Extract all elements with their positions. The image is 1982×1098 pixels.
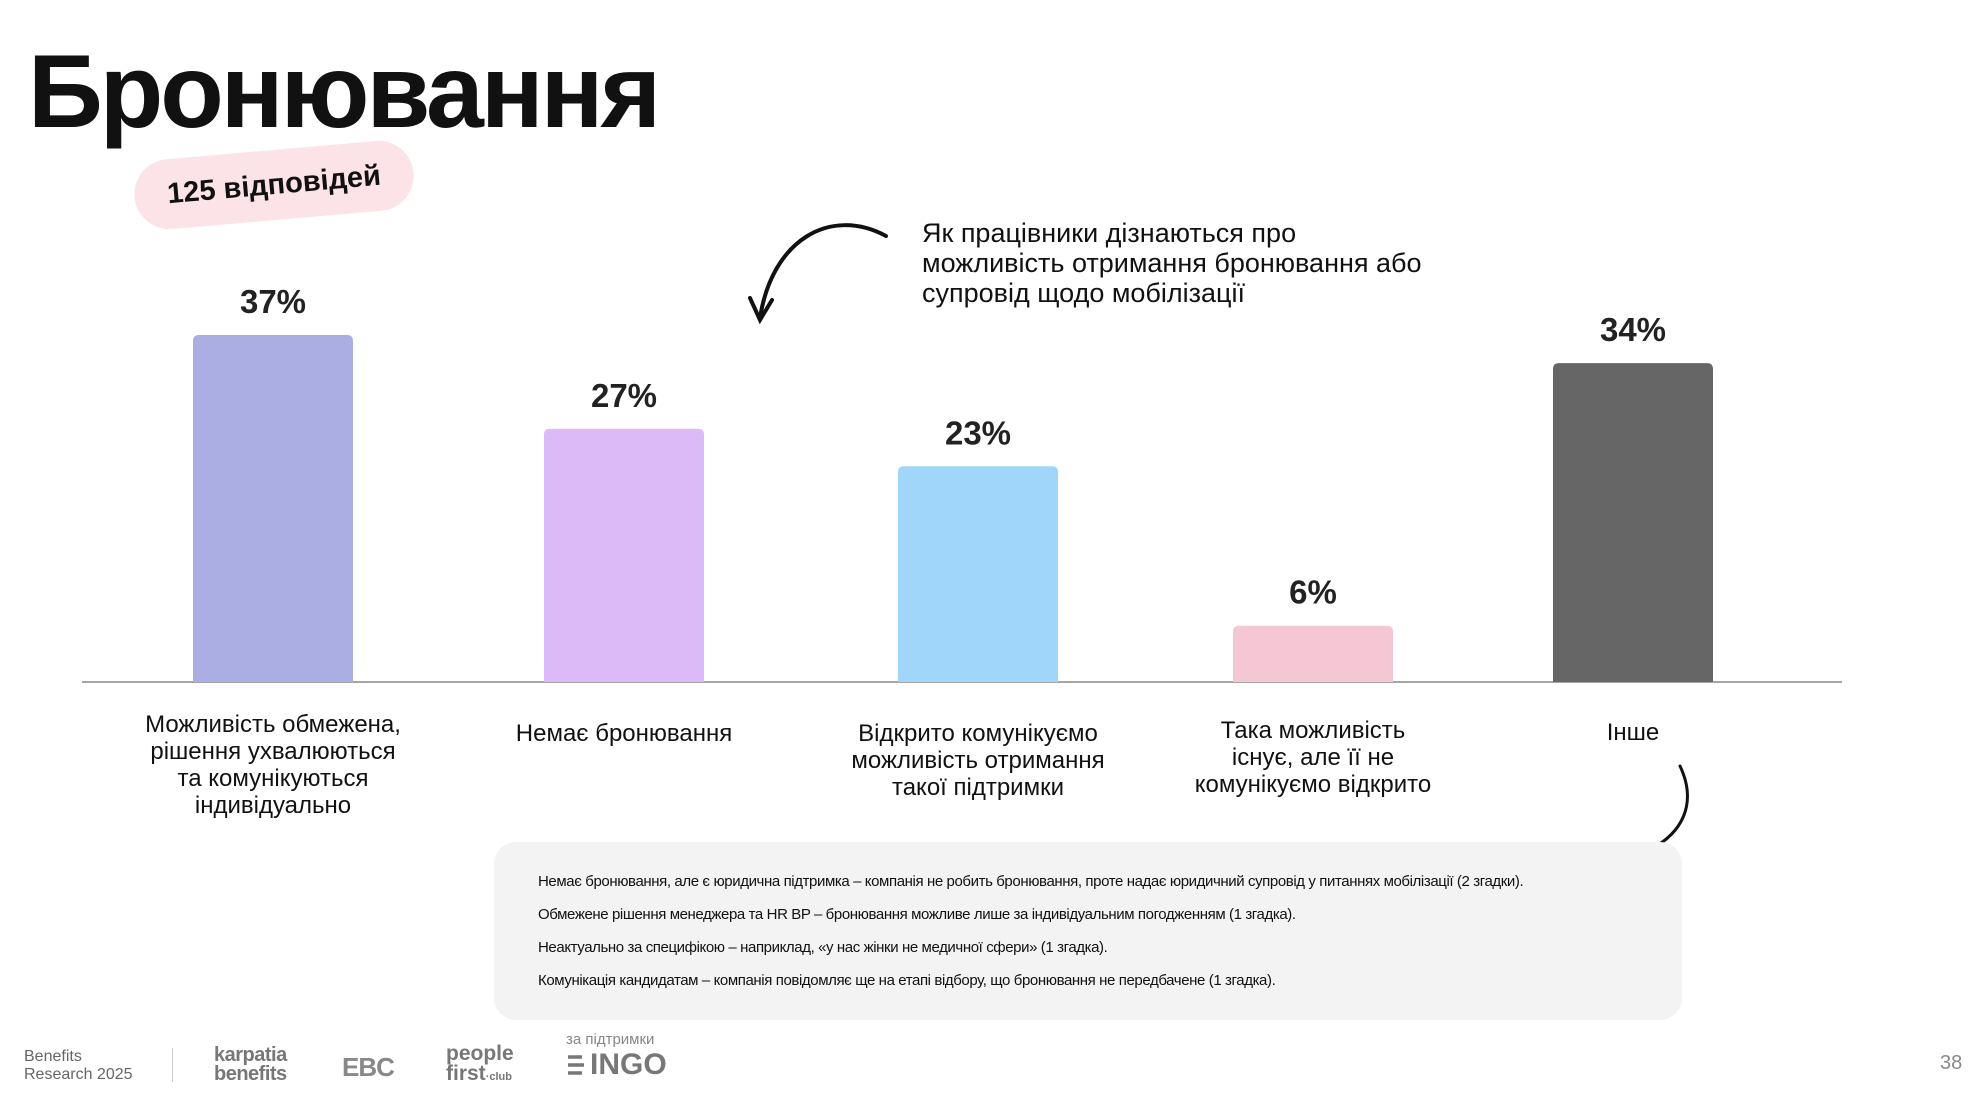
bar-0 [193,335,353,682]
category-label: можливість отримання [851,747,1105,774]
footer-brand-line2: Research 2025 [24,1066,133,1083]
category-label: рішення ухвалюються [150,738,396,765]
question-text: Як працівники дізнаються про можливість отримання бронювання або супровід щодо мобілізації [922,218,1422,308]
bar-2 [898,466,1058,682]
category-label: та комунікуються [177,765,369,792]
footer-brand-line1: Benefits [24,1048,82,1065]
page-title: Бронювання [28,34,659,150]
category-label: Інше [1606,719,1660,746]
category-label: індивідуально [194,792,352,819]
footer-brand [24,1048,133,1084]
support-label: за підтримки [566,1031,655,1048]
category-label: такої підтримки [891,774,1065,801]
bar-value-label: 37% [239,283,307,320]
ingo-logo-text: INGO [590,1048,667,1081]
people-first-logo [446,1044,514,1087]
bar-1 [544,429,704,682]
category-label: Немає бронювання [515,720,733,747]
category-label: Така можливість [1220,717,1406,744]
bar-value-label: 6% [1289,573,1337,611]
category-label: комунікуємо відкрито [1194,771,1432,798]
page-number: 38 [1940,1052,1963,1074]
bar-value-label: 34% [1599,311,1667,349]
ingo-logo [566,1048,667,1082]
karpatia-benefits-logo [214,1046,287,1084]
people-logo-club: ·club [485,1071,512,1083]
bar-value-label: 23% [944,414,1012,452]
category-label: існує, але її не [1231,744,1395,771]
note-item: Комунікація кандидатам – компанія повідомляє ще на етапі відбору, що бронювання не передбачене (1 згадка). [538,972,1276,989]
people-logo-first: first [446,1062,486,1085]
category-label: Відкрито комунікуємо [858,720,1098,747]
bar-value-label: 27% [590,376,658,414]
bar-4 [1553,363,1713,682]
note-item: Немає бронювання, але є юридична підтримка – компанія не робить бронювання, проте надає юридичний супровід у питаннях мобілізації (2 згадки). [538,873,1524,890]
footer-divider [172,1048,173,1082]
category-label: Можливість обмежена, [145,711,401,738]
note-item: Неактуально за специфікою – наприклад, «у нас жінки не медичної сфери» (1 згадка). [538,939,1108,956]
karpatia-logo-line2: benefits [214,1063,287,1085]
people-logo-line2 [446,1064,514,1087]
ebc-logo: EBC [342,1052,394,1082]
other-answers-notes [494,842,1682,1020]
note-item: Обмежене рішення менеджера та HR BP – бронювання можливе лише за індивідуальним погодженням (1 згадка). [538,906,1296,923]
ingo-icon [566,1054,586,1076]
karpatia-logo-line1: karpatia [214,1044,287,1066]
responses-count-label: 125 відповідей [165,159,383,210]
people-logo-line1: people [446,1042,514,1065]
bar-3 [1233,626,1393,682]
